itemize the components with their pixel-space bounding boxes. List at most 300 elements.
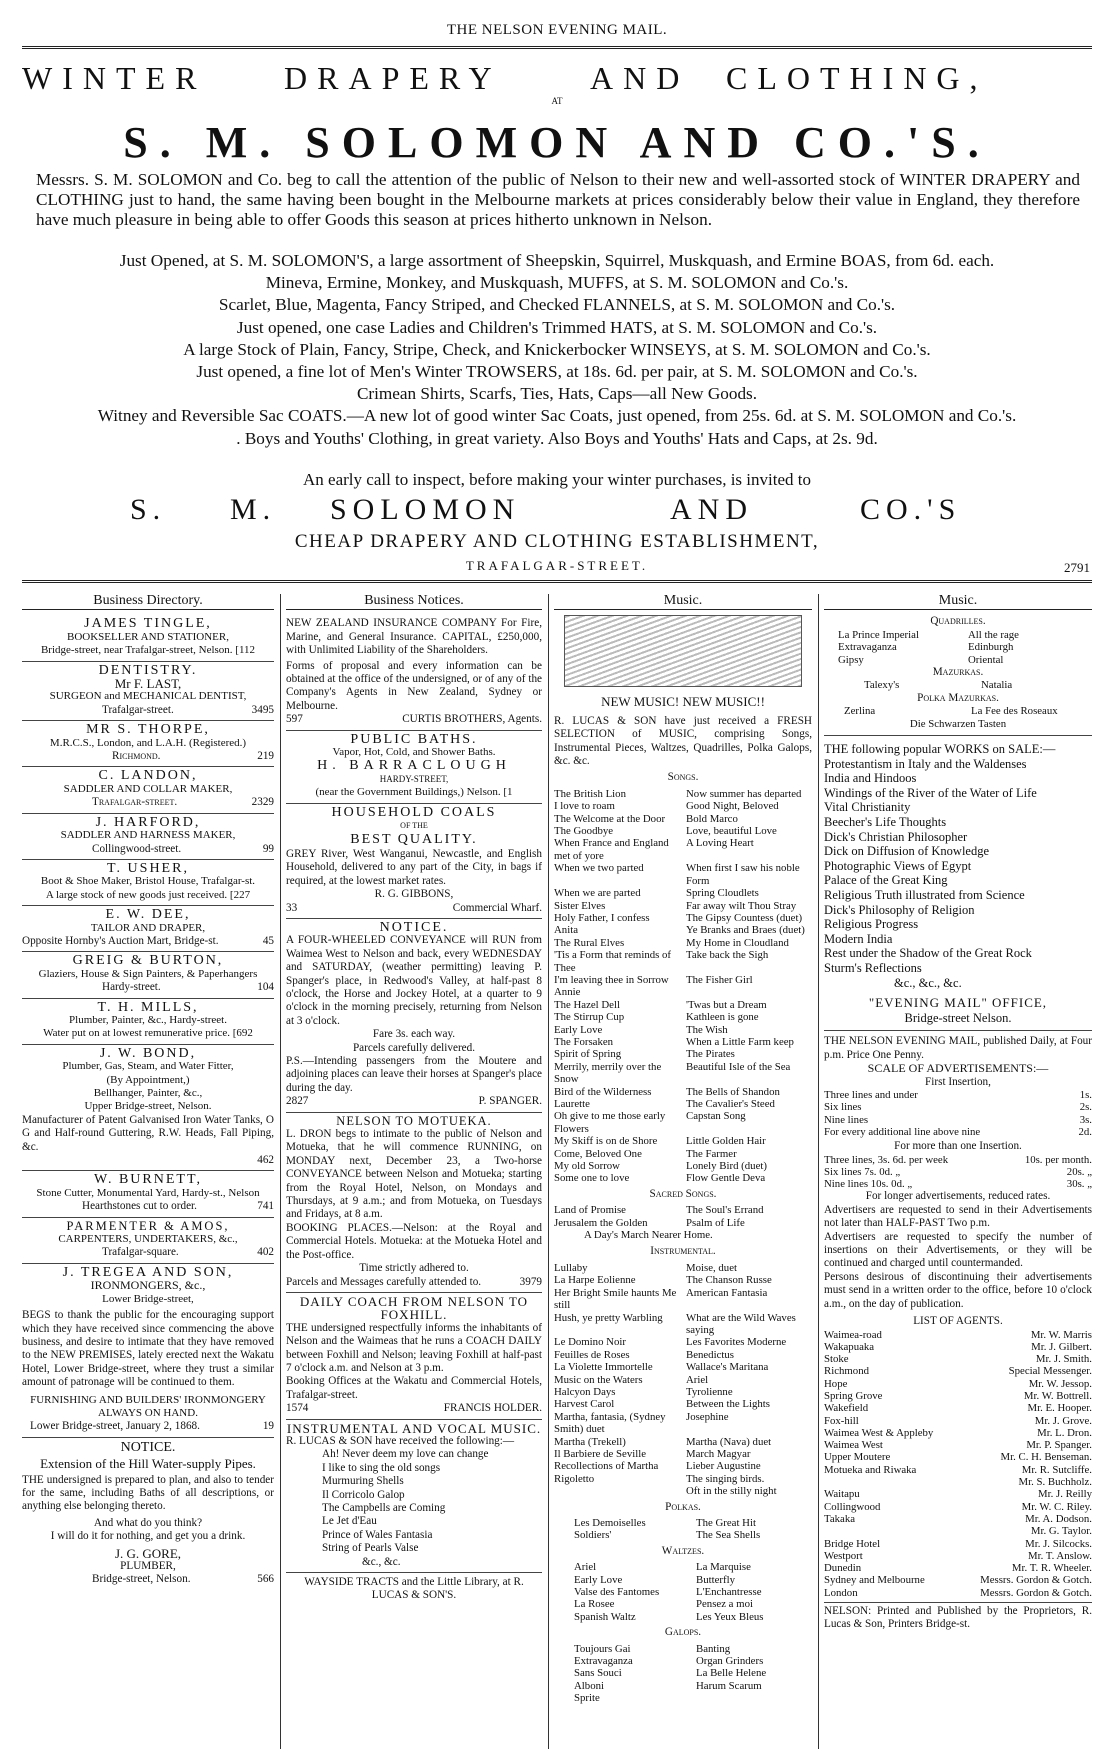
notice-number: 3979 (519, 1275, 542, 1288)
agent-row-cell: Upper Moutere (824, 1451, 891, 1464)
directory-entry (22, 814, 274, 860)
song-title: When we two parted (554, 862, 644, 875)
piece-title: The Chanson Russe (686, 1274, 772, 1287)
agent-row-cell: Mr. J. Gilbert. (1031, 1340, 1092, 1353)
notice-title: BEST QUALITY. (350, 831, 478, 847)
notice-trade: PLUMBER, (120, 1560, 176, 1572)
rate-row-cell: 10s. per month. (1024, 1153, 1092, 1166)
work-title: Photographic Views of Egypt (824, 858, 972, 873)
rate-row-cell: Nine lines 10s. 0d. „ (824, 1178, 913, 1191)
entry-description: Manufacturer of Patent Galvanised Iron Water Tanks, O G and Half-round Guttering, R.W. Heads, Fall Piping, &c. (22, 1113, 274, 1153)
song-title: The Cavalier's Steed (686, 1098, 775, 1110)
agent-row-cell: Mr. E. Hooper. (1027, 1402, 1092, 1415)
song-title: Anita (554, 924, 578, 937)
music-item: &c., &c. (362, 1555, 401, 1568)
notice-body: Forms of proposal and every information can be obtained at the office of the undersigned, or of any of the Company's Agents in New Zealand, Sydney or Melbourne. (286, 659, 542, 712)
piece-title: Martha (Trekell) (554, 1435, 626, 1448)
notice-body: R. LUCAS & SON have received the following:— (286, 1434, 515, 1447)
works-intro: THE following popular WORKS on SALE:— (824, 742, 1056, 757)
works-for-sale (824, 742, 1092, 1025)
song-title: When first I saw his noble Form (686, 862, 800, 887)
notice-body: GREY River, West Wanganui, Newcastle, and English Household, delivered to any part of the City, in bags if required, at the lowest market rates. (286, 847, 542, 887)
agent-row (824, 1415, 1092, 1427)
piece-title: Il Barbiere de Seville (554, 1447, 647, 1460)
list-item: A Day's March Nearer Home. (584, 1229, 713, 1242)
advert-lines (22, 250, 1092, 450)
rate-row-cell: 1s. (1079, 1088, 1092, 1101)
notice-number: 566 (257, 1573, 274, 1586)
entry-number: 402 (257, 1246, 274, 1259)
agent-row-cell: Mr. J. Smith. (1035, 1353, 1092, 1366)
song-title: The Wish (686, 1023, 728, 1036)
mazurkas-list (824, 679, 1092, 691)
song-title: Kathleen is gone (686, 1011, 759, 1024)
entry-address: Hearthstones cut to order. (82, 1200, 197, 1213)
entry-trade: Stone Cutter, Monumental Yard, Hardy-st., Nelson (36, 1186, 260, 1199)
column-divider (818, 594, 819, 1749)
piece-title: Feuilles de Roses (554, 1348, 630, 1361)
agent-row (824, 1488, 1092, 1500)
song-title: Beautiful Isle of the Sea (686, 1060, 791, 1073)
piece-title: Martha, fantasia, (Sydney Smith) duet (554, 1410, 666, 1436)
entry-trade: IRONMONGERS, &c., (90, 1278, 206, 1293)
notice-body: L. DRON begs to intimate to the public of Nelson and Motueka, that he will commence RUNNING, on MONDAY next, December 23, a Two-horse CONVEYANCE between Nelson and Motueka; starting from the Royal Hotel, Nelson, on Mondays and Thursdays, at 9 a.m.; and from Motueka, on Tuesdays and Fridays, at 8 a.m. (286, 1128, 542, 1221)
advert-line: . Boys and Youths' Clothing, in great variety. Also Boys and Youths' Hats and Caps, at 2s. 9d. (236, 428, 878, 448)
agent-row-cell: Mr. L. Dron. (1037, 1426, 1092, 1439)
firm-word: S. (130, 493, 167, 526)
piece-title: Les Demoiselles (574, 1517, 646, 1529)
song-title: My Home in Cloudland (686, 936, 789, 949)
agent-row-cell: Mr. J. Silcocks. (1025, 1537, 1092, 1550)
entry-number: 2329 (251, 796, 274, 809)
section-heading: Instrumental. (650, 1245, 716, 1258)
music-item: Il Corricolo Galop (322, 1488, 405, 1501)
piece-title: La Prince Imperial (838, 628, 919, 641)
notice-booking: BOOKING PLACES.—Nelson: at the Royal and Commercial Hotels. Motueka: at the Motueka Hotel and the Post-office. (286, 1221, 542, 1261)
agent-row (824, 1538, 1092, 1550)
headline-word: CLOTHING, (726, 60, 988, 96)
directory-entry (22, 662, 274, 722)
entry-address: A large stock of new goods just received. [227 (45, 888, 251, 901)
song-title: 'Tis a Form that reminds of Thee (554, 949, 672, 974)
piece-title: Organ Grinders (696, 1655, 764, 1668)
notice-body: THE undersigned is prepared to plan, and also to tender for the same, including Baths of all descriptions, or anything else belonging thereto. (22, 1473, 274, 1513)
work-title: Palace of the Great King (824, 873, 948, 888)
music-engraving-image (564, 615, 802, 687)
notice-parcels: Parcels and Messages carefully attended to. (286, 1275, 482, 1288)
rate-row (824, 1178, 1092, 1190)
directory-entry (22, 952, 274, 998)
piece-title: Halcyon Days (554, 1385, 616, 1398)
entry-trade: Glaziers, House & Sign Painters, & Paperhangers (38, 967, 258, 980)
piece-title: La Marquise (696, 1561, 751, 1574)
entry-date: Lower Bridge-street, January 2, 1868. (30, 1420, 200, 1433)
firm-word: M. (230, 493, 277, 526)
piece-title: La Harpe Eolienne (554, 1274, 636, 1287)
works-list (824, 757, 1092, 976)
music-column (554, 594, 812, 1749)
piece-title: The singing birds. (686, 1472, 765, 1485)
music-column-2 (824, 594, 1092, 1749)
piece-title: Spanish Waltz (574, 1610, 636, 1623)
song-title: Psalm of Life (686, 1216, 745, 1229)
agent-row (824, 1329, 1092, 1341)
song-title: When a Little Farm keep (686, 1035, 794, 1048)
masthead-rule (22, 46, 1092, 49)
firm-name: S. M. SOLOMON AND CO.'S. (123, 118, 991, 167)
new-music-title: NEW MUSIC! NEW MUSIC!! (601, 694, 765, 710)
directory-entry (22, 906, 274, 952)
street-line: TRAFALGAR-STREET. (465, 558, 649, 573)
piece-title (696, 1692, 812, 1704)
work-title: Sturm's Reflections (824, 960, 922, 975)
agent-row-cell: Westport (824, 1549, 863, 1562)
piece-title: Valse des Fantomes (574, 1586, 660, 1599)
column-heading: Music. (824, 594, 1092, 610)
notice-body: THE undersigned respectfully informs the inhabitants of Nelson and the Waimeas that he runs a COACH DAILY between Foxhill and Nelson; leaving Foxhill at half-past 7 o'clock a.m. and Nelson at 3 p.m. (286, 1321, 542, 1374)
at-label: AT (551, 96, 563, 106)
work-title: Dick's Christian Philosopher (824, 829, 968, 844)
works-etc: &c., &c., &c. (894, 975, 962, 990)
entry-number: 219 (257, 750, 274, 763)
piece-title: Sans Souci (574, 1667, 622, 1680)
notice-signature: P. SPANGER. (478, 1095, 542, 1108)
song-title: Bold Marco (686, 812, 738, 825)
notice-number: 2827 (286, 1095, 309, 1108)
song-title: Good Night, Beloved (686, 800, 779, 813)
music-item: String of Pearls Valse (322, 1542, 419, 1555)
piece-title: Ariel (574, 1561, 597, 1574)
intro-paragraph: Messrs. S. M. SOLOMON and Co. beg to call the attention of the public of Nelson to their new and well-assorted stock of WINTER DRAPERY and CLOTHING just to hand, the same having been bought in the Melbourne markets at prices considerably below their value in England, they therefore have much pleasure in being able to offer Goods this season at prices hitherto unknown in Nelson. (36, 170, 1080, 229)
agent-row-cell: Mr. A. Dodson. (1025, 1512, 1092, 1525)
notice-title: HOUSEHOLD COALS (331, 804, 497, 820)
notice-title: NELSON TO MOTUEKA. (336, 1113, 492, 1128)
entry-trade: Boot & Shoe Maker, Bristol House, Trafalgar-st. (40, 875, 256, 888)
directory-entry (22, 1045, 274, 1172)
agent-row-cell: Richmond (824, 1365, 869, 1378)
agent-row-cell: Mr. J. Grove. (1034, 1414, 1092, 1427)
piece-title: Soldiers' (574, 1529, 612, 1542)
entry-trade: CARPENTERS, UNDERTAKERS, &c., (58, 1233, 238, 1246)
work-title: Vital Christianity (824, 800, 911, 815)
rate-row (824, 1101, 1092, 1113)
piece-title: The Great Hit (696, 1517, 756, 1529)
section-heading: Polka Mazurkas. (917, 691, 999, 704)
directory-entry (22, 721, 274, 767)
piece-title: Recollections of Martha (554, 1460, 659, 1473)
song-title: The Stirrup Cup (554, 1011, 625, 1024)
agents-list (824, 1329, 1092, 1600)
piece-title: Lullaby (554, 1261, 588, 1274)
song-title: The Bells of Shandon (686, 1085, 780, 1098)
scale-heading: SCALE OF ADVERTISEMENTS:— (867, 1061, 1049, 1076)
songs-list (554, 788, 812, 1185)
rate-row (824, 1154, 1092, 1166)
song-title: When we are parted (554, 887, 641, 900)
column-divider (548, 594, 549, 1749)
firm-word: SOLOMON (330, 493, 521, 526)
advert-line: Just opened, one case Ladies and Children's Trimmed HATS, at S. M. SOLOMON and Co.'s. (236, 317, 878, 337)
song-title: I love to roam (554, 800, 615, 813)
rate-row-cell: 2d. (1078, 1125, 1092, 1138)
entry-trade: Plumber, Painter, &c., Hardy-street. (69, 1013, 227, 1026)
song-title: Capstan Song (686, 1110, 746, 1123)
section-heading: Polkas. (665, 1500, 701, 1513)
song-title: The Fisher Girl (686, 973, 753, 986)
office-address: Bridge-street Nelson. (904, 1010, 1012, 1025)
entry-address: Trafalgar-street. (92, 796, 178, 809)
notice-street: HARDY-STREET, (379, 773, 449, 784)
entry-body: BEGS to thank the public for the encouraging support which they have received since commencing the above business, and desire to intimate that they have removed to the NEW PREMISES, lately erected next the Wakatu Hotel, Lower Bridge-street, where they trust a similar amount of patronage will be continued to them. (22, 1309, 274, 1389)
entry-name: T. USHER, (107, 860, 189, 876)
column-heading: Music. (554, 594, 812, 610)
notice-body: NEW ZEALAND INSURANCE COMPANY For Fire, Marine, and General Insurance. CAPITAL, £250,000, with Unlimited Liability of the Shareholders. (286, 617, 542, 657)
song-title: The British Lion (554, 787, 626, 800)
agent-row (824, 1562, 1092, 1574)
music-intro: R. LUCAS & SON have just received a FRESH SELECTION of MUSIC, comprising Songs, Instrumental Pieces, Waltzes, Quadrilles, Polka Galops, &c. &c. (554, 714, 812, 768)
notice-answer: I will do it for nothing, and get you a drink. (50, 1530, 246, 1543)
section-rule (22, 580, 1092, 583)
entry-trade: M.R.C.S., London, and L.A.H. (Registered.) (49, 736, 247, 749)
piece-title (554, 1485, 680, 1497)
agent-row-cell: Bridge Hotel (824, 1537, 881, 1550)
firm-word: CO.'S (860, 493, 962, 526)
song-title: When France and England met of yore (554, 837, 669, 862)
agent-row (824, 1525, 1092, 1537)
notice-name: H. BARRACLOUGH (317, 758, 511, 774)
work-title: Religious Truth illustrated from Science (824, 888, 1025, 902)
notice-address: (near the Government Buildings,) Nelson. [1 (315, 786, 513, 799)
entry-name: T. H. MILLS, (97, 999, 199, 1015)
sacred-songs-list (554, 1204, 812, 1229)
directory-entry (22, 615, 274, 661)
entry-trade: Bellhanger, Painter, &c., (93, 1087, 203, 1099)
song-title: Laurette (554, 1098, 590, 1110)
hill-water-notice (22, 1438, 274, 1587)
advert-line: Crimean Shirts, Scarfs, Ties, Hats, Caps—all New Goods. (356, 384, 758, 404)
song-title: The Farmer (686, 1147, 737, 1160)
song-title: The Goodbye (554, 825, 614, 838)
song-title: Now summer has departed (686, 787, 802, 800)
rate-row-cell: Six lines (824, 1101, 862, 1114)
agent-row (824, 1574, 1092, 1586)
notice-title: DAILY COACH FROM NELSON TO FOXHILL. (299, 1293, 529, 1323)
agent-row-cell: Mr. J. Reilly (1038, 1488, 1092, 1501)
piece-title: What are the Wild Waves saying (686, 1311, 796, 1336)
entry-address: Bridge-street, near Trafalgar-street, Nelson. [112 (40, 644, 256, 657)
terms-paragraph: Advertisers are requested to send in their Advertisements not later than HALF-PAST Two p.m. (824, 1203, 1092, 1230)
agents-heading: LIST OF AGENTS. (913, 1315, 1003, 1328)
notice-fare: Fare 3s. each way. (372, 1028, 456, 1041)
piece-title: American Fantasia (686, 1286, 768, 1299)
entry-name: MR S. THORPE, (86, 722, 210, 738)
piece-title: Toujours Gai (574, 1642, 631, 1655)
rate-row-cell: 20s. „ (1066, 1165, 1092, 1178)
notice-title: NOTICE. (120, 1439, 176, 1455)
agent-row-cell: Mr. W. Marris (1030, 1328, 1092, 1341)
piece-title: L'Enchantresse (696, 1586, 762, 1599)
entry-note: FURNISHING AND BUILDERS' IRONMONGERY ALWAYS ON HAND. (30, 1393, 266, 1419)
piece-title: Pensez a moi (696, 1598, 753, 1611)
advert-line: Witney and Reversible Sac COATS.—A new lot of good winter Sac Coats, just opened, from 25s. 6d. at S. M. SOLOMON and Co.'s. (97, 406, 1017, 426)
agent-row (824, 1378, 1092, 1390)
notice-subtitle: Vapor, Hot, Cold, and Shower Baths. (332, 746, 496, 759)
piece-title: Talexy's (864, 679, 900, 692)
headline-word: WINTER (22, 60, 207, 96)
directory-entry (22, 767, 274, 813)
piece-title: Harvest Carol (554, 1398, 615, 1411)
song-title: The Forsaken (554, 1035, 614, 1048)
agent-row-cell: Waitapu (824, 1488, 860, 1501)
song-title: Love, beautiful Love (686, 825, 777, 838)
entry-name: PARMENTER & AMOS, (66, 1218, 230, 1233)
directory-entry (22, 860, 274, 906)
song-title: The Soul's Errand (686, 1204, 764, 1217)
piece-title: La Rosee (574, 1598, 615, 1611)
agent-row-cell: Wakapuaka (824, 1340, 875, 1353)
agent-row-cell: Mr. T. R. Wheeler. (1011, 1562, 1092, 1575)
section-heading: Mazurkas. (932, 666, 984, 679)
rate-row-cell: Three lines and under (824, 1088, 918, 1101)
rate-row (824, 1166, 1092, 1178)
piece-title: Oft in the stilly night (686, 1485, 777, 1498)
business-directory-column (22, 594, 274, 1749)
conveyance-notice (286, 919, 542, 1113)
song-title: Far away wilt Thou Stray (686, 899, 797, 912)
agent-row-cell: Mr. C. H. Benseman. (1000, 1451, 1092, 1464)
work-title: Windings of the River of the Water of Life (824, 785, 1037, 800)
agent-row-cell: Spring Grove (824, 1390, 883, 1402)
notice-address: Commercial Wharf. (452, 901, 542, 914)
piece-title: Moise, duet (686, 1261, 737, 1274)
notice-signature: J. G. GORE, (114, 1545, 182, 1561)
entry-name: W. BURNETT, (94, 1172, 202, 1188)
agent-row (824, 1476, 1092, 1488)
piece-title: Butterfly (696, 1573, 735, 1586)
agent-row-cell: Stoke (824, 1353, 849, 1366)
agent-row (824, 1587, 1092, 1599)
music-item: Le Jet d'Eau (322, 1515, 377, 1528)
polkas-list (554, 1517, 812, 1542)
instrumental-music-notice (286, 1420, 542, 1573)
list-item: Die Schwarzen Tasten (824, 718, 1092, 736)
song-title: Sister Elves (554, 899, 606, 912)
notice-signature: FRANCIS HOLDER. (443, 1402, 542, 1415)
piece-title: Le Domino Noir (554, 1336, 626, 1349)
notice-connector: OF THE (400, 821, 428, 831)
agent-row-cell: Sydney and Melbourne (824, 1574, 925, 1587)
entry-address: Lower Bridge-street, (102, 1292, 194, 1305)
entry-trade: SURGEON and MECHANICAL DENTIST, (49, 690, 247, 703)
agent-row-cell: Mr. W. C. Riley. (1021, 1500, 1092, 1513)
notice-signature: CURTIS BROTHERS, Agents. (402, 713, 542, 726)
rate-row-cell: For every additional line above nine (824, 1125, 981, 1138)
agent-row-cell: Takaka (824, 1512, 856, 1525)
notice-number: 597 (286, 713, 303, 726)
entry-address: Upper Bridge-street, Nelson. (84, 1100, 212, 1113)
piece-title: March Magyar (686, 1447, 751, 1460)
piece-title: Martha (Nava) duet (686, 1435, 772, 1448)
song-title: My old Sorrow (554, 1160, 620, 1173)
song-title: The Gipsy Countess (duet) (686, 911, 803, 924)
song-title: Some one to love (554, 1172, 630, 1185)
agent-row-cell: Waimea West (824, 1439, 883, 1452)
work-title: Rest under the Shadow of the Great Rock (824, 946, 1032, 961)
entry-name: J. W. BOND, (99, 1045, 197, 1061)
entry-address: Trafalgar-street. (102, 703, 174, 716)
winter-drapery-headline (22, 60, 1092, 96)
entry-number: 99 (262, 842, 274, 855)
piece-title: La Belle Helene (696, 1667, 767, 1680)
rate-row (824, 1089, 1092, 1101)
song-title: Flow Gentle Deva (686, 1172, 766, 1185)
notice-body: A FOUR-WHEELED CONVEYANCE will RUN from Waimea West to Nelson and back, every WEDNESDAY and SATURDAY, (weather permitting) leaving P. Spanger's place, in Redwood's Valley, at half-past 8 o'clock, the Horse and Jockey Hotel, at a quarter to 9 o'clock in the morning precisely, returning from Nelson at 3 o'clock. (286, 934, 542, 1027)
entry-trade: TAILOR AND DRAPER, (90, 921, 206, 934)
entry-name: JAMES TINGLE, (84, 616, 212, 632)
rates-table (824, 1089, 1092, 1138)
piece-title: Rigoletto (554, 1472, 595, 1485)
work-title: India and Hindoos (824, 771, 917, 786)
piece-title: All the rage (968, 628, 1019, 641)
music-item: Prince of Wales Fantasia (322, 1528, 433, 1541)
section-heading: Songs. (667, 771, 699, 784)
notice-number: 33 (286, 901, 298, 914)
advert-line: A large Stock of Plain, Fancy, Stripe, Check, and Knickerbocker WINSEYS, at S. M. SOLOMON and Co.'s. (183, 339, 931, 359)
entry-name: J. HARFORD, (95, 814, 201, 830)
entry-number: 19 (262, 1420, 274, 1433)
piece-title: The Sea Shells (696, 1529, 761, 1542)
office-name: "EVENING MAIL" OFFICE, (868, 995, 1048, 1011)
terms-paragraph: Advertisers are requested to specify the number of insertions on their Advertisements, or they will be continued and charged until countermanded. (824, 1230, 1092, 1270)
piece-title: Alboni (574, 1679, 604, 1692)
agent-row-cell: Mr. T. Anslow. (1028, 1549, 1092, 1562)
song-title: Spring Cloudlets (686, 887, 759, 900)
agent-row-cell: Special Messenger. (1008, 1365, 1092, 1378)
piece-title: Banting (696, 1642, 731, 1655)
establishment-line: CHEAP DRAPERY AND CLOTHING ESTABLISHMENT, (294, 531, 820, 552)
early-call-line: An early call to inspect, before making your winter purchases, is invited to (303, 470, 811, 489)
song-title: Take back the Sigh (686, 949, 769, 962)
song-title: 'Twas but a Dream (686, 998, 767, 1011)
advert-line: Just Opened, at S. M. SOLOMON'S, a large assortment of Sheepskin, Squirrel, Muskquash, and Ermine BOAS, from 6d. each. (119, 251, 995, 270)
directory-entry (22, 1171, 274, 1217)
music-item: The Campbells are Coming (322, 1502, 446, 1514)
section-heading: Quadrilles. (930, 615, 986, 628)
agent-row-cell: Mr. R. Sutcliffe. (1021, 1463, 1092, 1476)
work-title: Dick on Diffusion of Knowledge (824, 844, 990, 859)
agent-row (824, 1365, 1092, 1377)
insurance-notice (286, 615, 542, 730)
directory-entry (22, 1218, 274, 1264)
monthly-rates-table (824, 1154, 1092, 1191)
mail-notice: THE NELSON EVENING MAIL, published Daily, at Four p.m. Price One Penny. (824, 1035, 1092, 1061)
galops-list (554, 1643, 812, 1705)
agent-row (824, 1402, 1092, 1414)
notice-subtitle: Extension of the Hill Water-supply Pipes. (40, 1456, 256, 1472)
section-heading: Sacred Songs. (649, 1187, 717, 1200)
terms-paragraph: Persons desirous of discontinuing their advertisements must send in a written order to the office, before 10 o'clock a.m., on the day of publication. (824, 1270, 1092, 1310)
entry-address: Trafalgar-square. (102, 1246, 179, 1259)
notice-number: 1574 (286, 1402, 309, 1415)
advert-line: Mineva, Ermine, Monkey, and Muskquash, MUFFS, at S. M. SOLOMON and Co.'s. (265, 273, 849, 293)
agent-row-cell: Mr. P. Spanger. (1026, 1439, 1092, 1452)
longer-ads-note: For longer advertisements, reduced rates. (865, 1190, 1051, 1203)
section-heading: Galops. (664, 1626, 702, 1639)
agent-row-cell: London (824, 1586, 858, 1599)
agent-row-cell: Fox-hill (824, 1414, 859, 1427)
piece-title: Tyrolienne (686, 1385, 733, 1398)
notice-question: And what do you think? (93, 1516, 203, 1529)
